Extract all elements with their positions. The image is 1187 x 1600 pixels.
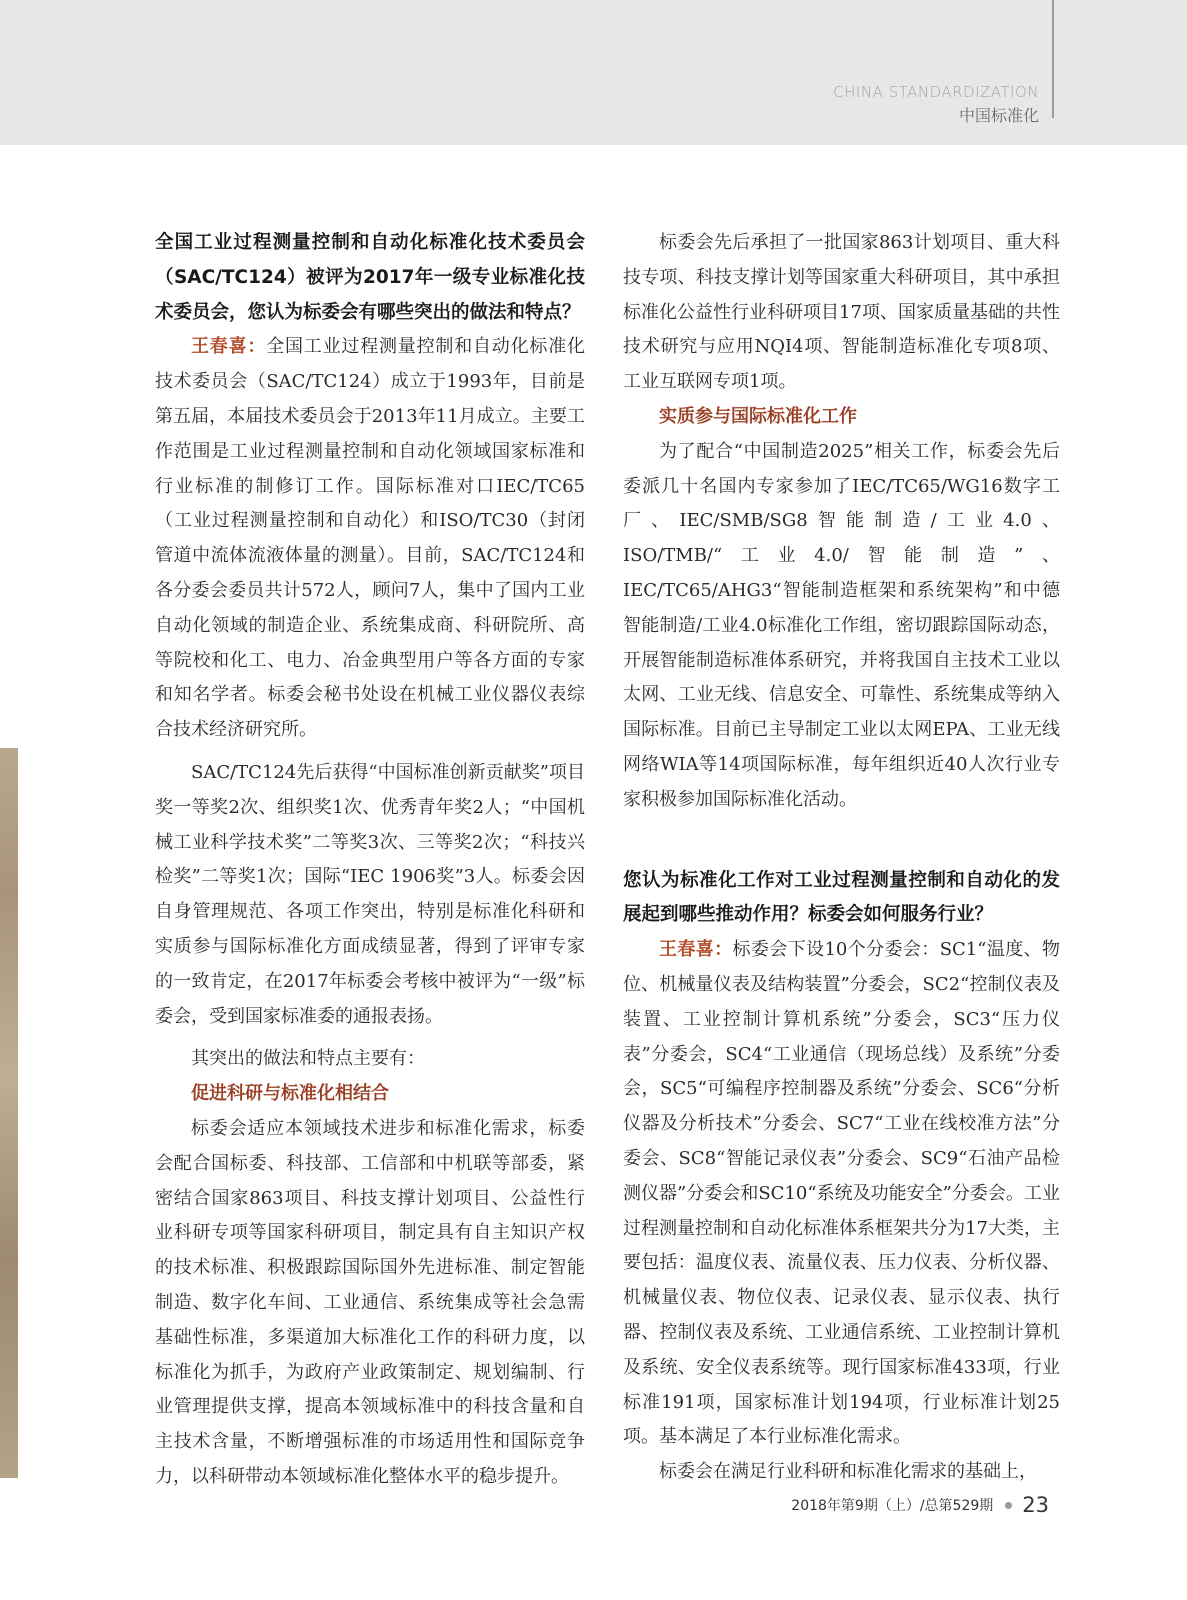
decorative-photo-strip	[0, 748, 18, 1478]
left-column	[155, 226, 585, 1495]
section-subheading: 实质参与国际标准化工作	[659, 405, 857, 427]
body-paragraph: 标委会适应本领域技术进步和标准化需求，标委会配合国标委、科技部、工信部和中机联等部委，紧密结合国家863项目、科技支撑计划项目、公益性行业科研专项等国家科研项目，制定具有自主知识产权的技术标准、积极跟踪国际国外先进标准、制定智能制造、数字化车间、工业通信、系统集成等社会急需基础性标准，多渠道加大标准化工作的科研力度，以标准化为抓手，为政府产业政策制定、规划编制、行业管理提供支撑，提高本领域标准中的科技含量和自主技术含量，不断增强标准的市场适用性和国际竞争力，以科研带动本领域标准化整体水平的稳步提升。	[155, 1117, 585, 1487]
magazine-title-en: CHINA STANDARDIZATION	[833, 83, 1039, 101]
section-subheading: 促进科研与标准化相结合	[191, 1083, 389, 1105]
speaker-label: 王春喜：	[191, 336, 267, 358]
body-paragraph: 标委会在满足行业科研和标准化需求的基础上，	[659, 1461, 1037, 1483]
page-number: 23	[1022, 1493, 1049, 1517]
issue-label: 2018年第9期（上）/总第529期	[791, 1498, 994, 1514]
body-paragraph: SAC/TC124先后获得“中国标准创新贡献奖”项目奖一等奖2次、组织奖1次、优秀青年奖2人；“中国机械工业科学技术奖”二等奖3次、三等奖2次；“科技兴检奖”二等奖1次；国际“IEC 1906奖”3人。标委会因自身管理规范、各项工作突出，特别是标准化科研和实质参与国际标准化方面成绩显著，得到了评审专家的一致肯定，在2017年标委会考核中被评为“一级”标委会，受到国家标准委的通报表扬。	[155, 761, 585, 1027]
magazine-title-cn: 中国标准化	[958, 106, 1039, 125]
section-gap	[623, 818, 1060, 864]
page-footer	[791, 1493, 1049, 1517]
answer-text: 标委会下设10个分委会：SC1“温度、物位、机械量仪表及结构装置”分委会，SC2“控制仪表及装置、工业控制计算机系统”分委会，SC3“压力仪表”分委会，SC4“工业通信（现场总线）及系统”分委会，SC5“可编程序控制器及系统”分委会、SC6“分析仪器及分析技术”分委会、SC7“工业在线校准方法”分委会、SC8“智能记录仪表”分委会、SC9“石油产品检测仪器”分委会和SC10“系统及功能安全”分委会。工业过程测量控制和自动化标准体系框架共分为17大类，主要包括：温度仪表、流量仪表、压力仪表、分析仪器、机械量仪表、物位仪表、记录仪表、显示仪表、执行器、控制仪表及系统、工业通信系统、工业控制计算机及系统、安全仪表系统等。现行国家标准433项，行业标准191项，国家标准计划194项，行业标准计划25项。基本满足了本行业标准化需求。	[623, 939, 1060, 1448]
answer-text: 全国工业过程测量控制和自动化标准化技术委员会（SAC/TC124）成立于1993年，目前是第五届，本届技术委员会于2013年11月成立。主要工作范围是工业过程测量控制和自动化领域国家标准和行业标准的制修订工作。国际标准对口IEC/TC65（工业过程测量控制和自动化）和ISO/TC30（封闭管道中流体流液体量的测量）。目前，SAC/TC124和各分委会委员共计572人，顾问7人，集中了国内工业自动化领域的制造企业、系统集成商、科研院所、高等院校和化工、电力、冶金典型用户等各方面的专家和知名学者。标委会秘书处设在机械工业仪器仪表综合技术经济研究所。	[155, 336, 586, 741]
body-paragraph: 标委会先后承担了一批国家863计划项目、重大科技专项、科技支撑计划等国家重大科研项目，其中承担标准化公益性行业科研项目17项、国家质量基础的共性技术研究与应用NQI4项、智能制造标准化专项8项、工业互联网专项1项。	[623, 232, 1060, 393]
right-column	[623, 226, 1060, 1490]
header-divider	[1052, 0, 1054, 118]
paragraph-gap	[155, 1034, 585, 1042]
paragraph-gap	[155, 748, 585, 756]
question-heading: 全国工业过程测量控制和自动化标准化技术委员会（SAC/TC124）被评为2017年一级专业标准化技术委员会，您认为标委会有哪些突出的做法和特点？	[155, 232, 585, 323]
bullet-dot-icon	[1005, 1502, 1012, 1509]
body-paragraph: 其突出的做法和特点主要有：	[191, 1048, 425, 1070]
answer-paragraph	[623, 933, 1060, 1455]
body-paragraph: 为了配合“中国制造2025”相关工作，标委会先后委派几十名国内专家参加了IEC/TC65/WG16数字工厂、IEC/SMB/SG8智能制造/工业4.0、ISO/TMB/“工业4.0/智能制造”、IEC/TC65/AHG3“智能制造框架和系统架构”和中德智能制造/工业4.0标准化工作组，密切跟踪国际动态，开展智能制造标准体系研究，并将我国自主技术工业以太网、工业无线、信息安全、可靠性、系统集成等纳入国际标准。目前已主导制定工业以太网EPA、工业无线网络WIA等14项国际标准，每年组织近40人次行业专家积极参加国际标准化活动。	[623, 440, 1060, 810]
question-heading: 您认为标准化工作对工业过程测量控制和自动化的发展起到哪些推动作用？标委会如何服务行业？	[623, 869, 1060, 926]
answer-paragraph	[155, 330, 585, 748]
speaker-label: 王春喜：	[659, 939, 733, 961]
